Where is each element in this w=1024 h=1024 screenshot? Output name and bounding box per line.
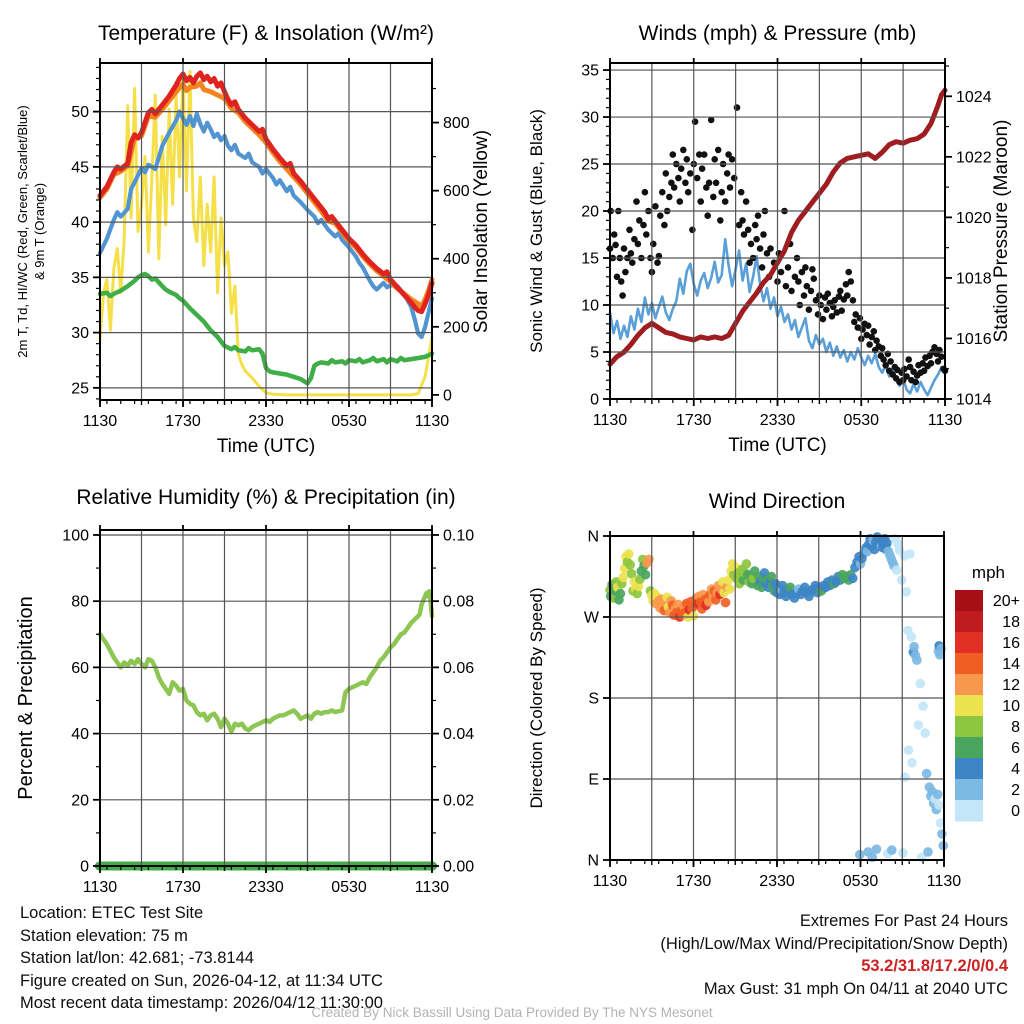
svg-text:35: 35: [71, 269, 89, 287]
point-wind-gust: [743, 198, 750, 205]
svg-text:25: 25: [581, 156, 599, 174]
point-wind-gust: [845, 269, 852, 276]
svg-text:1022: 1022: [956, 149, 992, 167]
point-wind-gust: [715, 147, 722, 154]
point-wind-gust: [745, 227, 752, 234]
svg-text:1730: 1730: [165, 879, 201, 896]
station-info: [20, 902, 383, 1015]
grid-lines: [610, 63, 945, 399]
point-wind-gust: [865, 322, 872, 329]
chart-title: Relative Humidity (%) & Precipitation (in): [76, 486, 456, 509]
point-wind-gust: [671, 184, 678, 191]
point-wind-gust: [857, 315, 864, 322]
point-wind-gust: [678, 165, 685, 172]
point-wind-gust: [633, 198, 640, 205]
colorbar-swatch: [955, 653, 983, 675]
point-wind-direction: [933, 790, 943, 800]
point-wind-gust: [718, 189, 725, 196]
point-wind-gust: [643, 231, 650, 238]
point-wind-direction: [855, 850, 865, 860]
svg-text:W: W: [583, 609, 599, 627]
colorbar-title: mph: [971, 563, 1005, 582]
x-axis-label: Time (UTC): [216, 436, 316, 457]
svg-text:0: 0: [443, 387, 452, 405]
grid-lines: [610, 536, 944, 860]
colorbar-label: 0: [1011, 803, 1020, 820]
point-wind-direction: [937, 829, 947, 839]
colorbar-swatch: [955, 695, 983, 717]
point-wind-gust: [697, 198, 704, 205]
point-wind-gust: [635, 241, 642, 248]
point-wind-gust: [621, 245, 628, 252]
point-wind-gust: [729, 156, 736, 163]
point-wind-direction: [641, 570, 651, 580]
colorbar-label: 14: [1002, 656, 1020, 673]
svg-text:1730: 1730: [675, 873, 712, 890]
point-wind-direction: [912, 655, 922, 665]
point-wind-gust: [815, 311, 822, 318]
svg-text:0.06: 0.06: [443, 659, 475, 677]
point-wind-gust: [850, 297, 857, 304]
point-wind-direction: [742, 559, 752, 569]
svg-text:1024: 1024: [956, 88, 992, 106]
point-wind-gust: [912, 379, 919, 386]
point-wind-gust: [825, 290, 832, 297]
svg-text:0: 0: [590, 391, 599, 409]
svg-text:1130: 1130: [82, 879, 118, 896]
max-gust: Max Gust: 31 mph On 04/11 at 2040 UTC: [703, 979, 1008, 998]
point-wind-gust: [682, 180, 689, 187]
point-wind-direction: [934, 800, 944, 810]
point-wind-gust: [626, 227, 633, 234]
point-wind-gust: [738, 189, 745, 196]
svg-text:0530: 0530: [843, 412, 880, 429]
station-location: Location: ETEC Test Site: [20, 904, 204, 922]
point-wind-gust: [848, 278, 855, 285]
point-wind-gust: [905, 356, 912, 363]
point-wind-gust: [699, 165, 706, 172]
colorbar-label: 20+: [992, 593, 1020, 610]
point-wind-gust: [713, 180, 720, 187]
svg-text:1130: 1130: [592, 873, 628, 890]
svg-text:40: 40: [71, 214, 89, 232]
svg-text:20: 20: [581, 203, 599, 221]
point-wind-gust: [837, 288, 844, 295]
point-wind-gust: [680, 147, 687, 154]
svg-text:80: 80: [71, 593, 89, 611]
point-wind-gust: [704, 212, 711, 219]
extremes-subtitle: (High/Low/Max Wind/Precipitation/Snow Depth): [660, 934, 1008, 953]
chart-temperature-insolation: [0, 0, 512, 460]
speed-colorbar: [955, 563, 1020, 822]
svg-text:400: 400: [443, 251, 470, 269]
point-wind-gust: [650, 241, 657, 248]
svg-text:60: 60: [71, 659, 89, 677]
extremes-values: 53.2/31.8/17.2/0/0.4: [861, 957, 1008, 975]
svg-text:40: 40: [71, 726, 89, 744]
colorbar-swatch: [955, 800, 983, 822]
svg-text:100: 100: [62, 527, 89, 545]
point-wind-gust: [753, 236, 760, 243]
footer: [0, 898, 1024, 1024]
point-wind-gust: [654, 259, 661, 266]
point-wind-gust: [701, 151, 708, 158]
svg-text:2330: 2330: [248, 413, 284, 430]
svg-text:35: 35: [581, 62, 599, 80]
svg-text:0530: 0530: [331, 413, 367, 430]
colorbar-label: 16: [1002, 635, 1020, 652]
point-wind-direction: [909, 642, 919, 652]
point-wind-gust: [859, 326, 866, 333]
svg-text:1130: 1130: [592, 412, 628, 429]
point-wind-gust: [722, 198, 729, 205]
x-axis-label: Time (UTC): [728, 435, 827, 456]
grid-lines: [100, 530, 432, 866]
point-wind-direction: [923, 847, 933, 857]
colorbar-swatch: [955, 674, 983, 696]
chart-title: Winds (mph) & Pressure (mb): [638, 22, 917, 45]
svg-text:N: N: [587, 852, 599, 870]
point-wind-direction: [907, 758, 917, 768]
svg-text:1130: 1130: [414, 413, 450, 430]
axis-labels: [62, 527, 474, 896]
point-wind-gust: [706, 180, 713, 187]
point-wind-gust: [808, 288, 815, 295]
svg-text:1016: 1016: [956, 330, 992, 348]
point-wind-direction: [900, 772, 910, 782]
point-wind-gust: [640, 222, 647, 229]
colorbar-swatch: [955, 590, 983, 612]
point-wind-gust: [689, 227, 696, 234]
point-wind-gust: [619, 292, 626, 299]
figure-created: Figure created on Sun, 2026-04-12, at 11:34 UTC: [20, 971, 383, 990]
point-wind-gust: [795, 278, 802, 285]
chart-title: Temperature (F) & Insolation (W/m²): [97, 22, 435, 45]
point-wind-gust: [928, 360, 935, 367]
point-wind-gust: [811, 275, 818, 282]
point-wind-gust: [809, 266, 816, 273]
point-wind-direction: [848, 574, 858, 584]
station-latlon: Station lat/lon: 42.681; -73.8144: [20, 949, 254, 967]
svg-text:15: 15: [581, 250, 599, 268]
point-wind-direction: [644, 555, 654, 565]
point-wind-direction: [907, 632, 917, 642]
colorbar-label: 8: [1011, 719, 1020, 736]
svg-text:10: 10: [581, 297, 599, 315]
point-wind-gust: [820, 316, 827, 323]
svg-text:1018: 1018: [956, 270, 992, 288]
svg-text:200: 200: [443, 319, 470, 337]
point-wind-direction: [616, 589, 626, 599]
point-wind-gust: [618, 278, 625, 285]
point-wind-gust: [755, 212, 762, 219]
point-wind-gust: [628, 250, 635, 257]
point-wind-gust: [739, 217, 746, 224]
point-wind-gust: [657, 212, 664, 219]
svg-text:0530: 0530: [842, 873, 879, 890]
svg-text:1730: 1730: [675, 412, 712, 429]
colorbar-label: 6: [1011, 740, 1020, 757]
chart-humidity-precipitation: [0, 460, 512, 905]
svg-text:S: S: [588, 690, 599, 708]
point-wind-direction: [916, 679, 926, 689]
point-wind-gust: [692, 118, 699, 125]
point-wind-gust: [661, 222, 668, 229]
point-wind-direction: [625, 560, 635, 570]
svg-text:30: 30: [581, 109, 599, 127]
svg-text:800: 800: [443, 115, 470, 133]
extremes-title: Extremes For Past 24 Hours: [799, 912, 1008, 930]
svg-text:0.10: 0.10: [443, 527, 475, 545]
svg-text:0.02: 0.02: [443, 792, 475, 810]
point-wind-direction: [725, 584, 735, 594]
point-wind-direction: [897, 575, 907, 585]
point-wind-direction: [882, 538, 892, 548]
colorbar-swatch: [955, 716, 983, 738]
point-wind-direction: [618, 573, 628, 583]
colorbar-swatch: [955, 632, 983, 654]
point-wind-gust: [612, 242, 619, 249]
point-wind-gust: [785, 264, 792, 271]
point-wind-gust: [887, 358, 894, 365]
chart-wind-direction: [512, 460, 1024, 905]
point-wind-gust: [873, 337, 880, 344]
svg-text:1130: 1130: [926, 873, 962, 890]
point-wind-direction: [624, 549, 634, 559]
point-wind-direction: [887, 845, 897, 855]
point-wind-gust: [684, 156, 691, 163]
point-wind-gust: [838, 307, 845, 314]
svg-text:0.08: 0.08: [443, 593, 475, 611]
point-wind-gust: [844, 292, 851, 299]
point-wind-direction: [905, 549, 915, 559]
y-axis-label-left: Percent & Precipitation: [15, 596, 37, 800]
point-wind-gust: [622, 269, 629, 276]
svg-text:1020: 1020: [956, 209, 992, 227]
point-wind-gust: [629, 259, 636, 266]
chart-winds-pressure: [512, 0, 1024, 460]
colorbar-label: 12: [1002, 677, 1020, 694]
chart-title: Wind Direction: [708, 490, 846, 513]
svg-text:1014: 1014: [956, 391, 992, 409]
point-wind-gust: [901, 366, 908, 373]
point-wind-direction: [872, 844, 882, 854]
point-wind-gust: [880, 356, 887, 363]
point-wind-gust: [871, 328, 878, 335]
point-wind-gust: [866, 341, 873, 348]
point-wind-direction: [904, 745, 914, 755]
point-wind-gust: [879, 345, 886, 352]
point-wind-gust: [788, 288, 795, 295]
point-wind-gust: [823, 306, 830, 313]
point-wind-gust: [685, 189, 692, 196]
point-wind-gust: [727, 184, 734, 191]
point-wind-gust: [748, 241, 755, 248]
point-wind-gust: [710, 194, 717, 201]
point-wind-gust: [666, 194, 673, 201]
point-wind-direction: [902, 587, 912, 597]
point-wind-gust: [611, 231, 618, 238]
point-wind-direction: [920, 728, 930, 738]
point-wind-gust: [659, 189, 666, 196]
svg-text:2330: 2330: [759, 873, 795, 890]
svg-text:1130: 1130: [82, 413, 118, 430]
y-axis-label-left: 2m T, Td, HI/WC (Red, Green, Scarlet/Blue): [15, 105, 30, 358]
colorbar-label: 4: [1011, 761, 1020, 778]
svg-text:45: 45: [71, 159, 89, 177]
point-wind-gust: [783, 283, 790, 290]
svg-text:1130: 1130: [414, 879, 450, 896]
point-wind-gust: [642, 189, 649, 196]
svg-text:0.00: 0.00: [443, 858, 475, 876]
svg-text:0.04: 0.04: [443, 726, 475, 744]
svg-text:0: 0: [80, 858, 89, 876]
point-wind-gust: [724, 170, 731, 177]
point-wind-gust: [677, 198, 684, 205]
point-wind-gust: [717, 217, 724, 224]
svg-text:5: 5: [590, 344, 599, 362]
point-wind-gust: [851, 319, 858, 326]
point-wind-gust: [731, 175, 738, 182]
point-wind-gust: [663, 170, 670, 177]
point-wind-direction: [914, 720, 924, 730]
svg-text:20: 20: [71, 792, 89, 810]
svg-text:25: 25: [71, 380, 89, 398]
point-wind-direction: [898, 848, 908, 858]
svg-text:E: E: [588, 771, 599, 789]
colorbar-swatch: [955, 779, 983, 801]
colorbar-swatch: [955, 611, 983, 633]
y-axis-label-right: Solar Insolation (Yellow): [471, 129, 492, 334]
point-wind-direction: [721, 598, 731, 608]
y-axis-label-right: Station Pressure (Maroon): [991, 119, 1012, 343]
extremes-info: [660, 910, 1008, 1000]
svg-text:0530: 0530: [331, 879, 367, 896]
colorbar-label: 18: [1002, 614, 1020, 631]
colorbar-label: 10: [1002, 698, 1020, 715]
point-wind-gust: [938, 353, 945, 360]
colorbar-swatch: [955, 758, 983, 780]
svg-text:50: 50: [71, 104, 89, 122]
point-wind-gust: [778, 269, 785, 276]
point-wind-direction: [892, 565, 902, 575]
point-wind-gust: [734, 104, 741, 111]
y-axis-label-left: Direction (Colored By Speed): [527, 587, 546, 809]
svg-text:1130: 1130: [927, 412, 963, 429]
point-wind-gust: [757, 245, 764, 252]
credit-line: Created By Nick Bassill Using Data Provided By The NYS Mesonet: [311, 1005, 713, 1020]
svg-text:2330: 2330: [248, 879, 284, 896]
point-wind-gust: [767, 245, 774, 252]
point-wind-gust: [687, 170, 694, 177]
point-wind-gust: [806, 306, 813, 313]
svg-text:30: 30: [71, 325, 89, 343]
colorbar-swatch: [955, 737, 983, 759]
svg-text:600: 600: [443, 183, 470, 201]
data-timestamp: Most recent data timestamp: 2026/04/12 11:30:00: [20, 994, 383, 1012]
point-wind-gust: [675, 175, 682, 182]
point-wind-direction: [922, 769, 932, 779]
point-wind-gust: [802, 264, 809, 271]
point-wind-gust: [759, 264, 766, 271]
svg-text:N: N: [587, 528, 599, 546]
point-wind-gust: [801, 292, 808, 299]
point-wind-gust: [711, 156, 718, 163]
point-wind-gust: [760, 231, 767, 238]
y-axis-label-left: & 9m T (Orange): [32, 182, 47, 281]
point-wind-gust: [752, 222, 759, 229]
colorbar-label: 2: [1011, 782, 1020, 799]
station-elevation: Station elevation: 75 m: [20, 926, 188, 945]
point-wind-gust: [652, 203, 659, 210]
svg-text:2330: 2330: [759, 412, 796, 429]
svg-text:1730: 1730: [165, 413, 201, 430]
point-wind-gust: [694, 175, 701, 182]
point-wind-direction: [918, 701, 928, 711]
point-wind-gust: [670, 151, 677, 158]
y-axis-label-left: Sonic Wind & Gust (Blue, Black): [527, 109, 546, 353]
